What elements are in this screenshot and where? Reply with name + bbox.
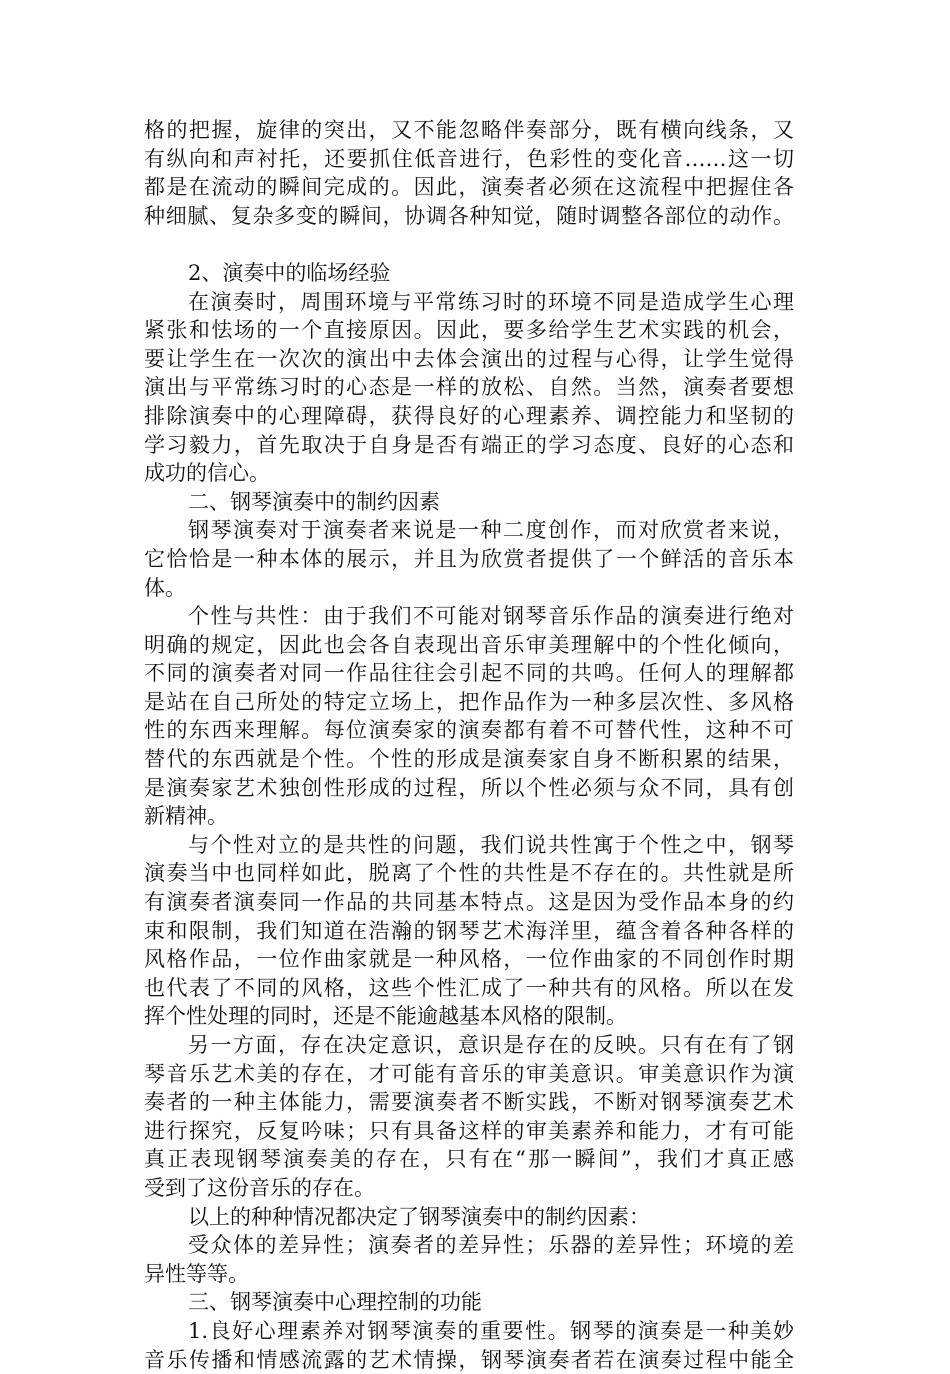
text-line: 它恰恰是一种本体的展示，并且为欣赏者提供了一个鲜活的音乐本 bbox=[144, 546, 794, 571]
text-line: 种细腻、复杂多变的瞬间，协调各种知觉，随时调整各部位的动作。 bbox=[144, 203, 794, 228]
text-line: 演奏当中也同样如此，脱离了个性的共性是不存在的。共性就是所 bbox=[144, 861, 794, 886]
text-line: 不同的演奏者对同一作品往往会引起不同的共鸣。任何人的理解都 bbox=[144, 661, 794, 686]
text-line: 受众体的差异性；演奏者的差异性；乐器的差异性；环境的差 bbox=[188, 1233, 794, 1258]
text-line: 与个性对立的是共性的问题，我们说共性寓于个性之中，钢琴 bbox=[188, 832, 794, 857]
text-line: 个性与共性：由于我们不可能对钢琴音乐作品的演奏进行绝对 bbox=[188, 604, 794, 629]
text-line: 替代的东西就是个性。个性的形成是演奏家自身不断积累的结果， bbox=[144, 747, 794, 772]
text-line: 三、钢琴演奏中心理控制的功能 bbox=[188, 1290, 482, 1315]
text-line: 束和限制，我们知道在浩瀚的钢琴艺术海洋里，蕴含着各种各样的 bbox=[144, 918, 794, 943]
text-line: 也代表了不同的风格，这些个性汇成了一种共有的风格。所以在发 bbox=[144, 975, 794, 1000]
text-line: 排除演奏中的心理障碍，获得良好的心理素养、调控能力和坚韧的 bbox=[144, 403, 794, 428]
text-line: 体。 bbox=[144, 575, 186, 600]
text-line: 受到了这份音乐的存在。 bbox=[144, 1175, 375, 1200]
text-line: 性的东西来理解。每位演奏家的演奏都有着不可替代性，这种不可 bbox=[144, 718, 794, 743]
text-line: 紧张和怯场的一个直接原因。因此，要多给学生艺术实践的机会， bbox=[144, 318, 794, 343]
text-line: 进行探究，反复吟味；只有具备这样的审美素养和能力，才有可能 bbox=[144, 1118, 794, 1143]
text-line: 成功的信心。 bbox=[144, 461, 270, 486]
text-line: 明确的规定，因此也会各自表现出音乐审美理解中的个性化倾向， bbox=[144, 632, 794, 657]
text-line: 格的把握，旋律的突出，又不能忽略伴奏部分，既有横向线条，又 bbox=[144, 118, 794, 142]
text-line: 真正表现钢琴演奏美的存在，只有在“那一瞬间”，我们才真正感 bbox=[144, 1147, 794, 1172]
text-line: 另一方面，存在决定意识，意识是存在的反映。只有在有了钢 bbox=[188, 1033, 794, 1057]
text-line: 挥个性处理的同时，还是不能逾越基本风格的限制。 bbox=[144, 1004, 627, 1029]
text-line: 是站在自己所处的特定立场上，把作品作为一种多层次性、多风格 bbox=[144, 689, 794, 714]
text-line: 演出与平常练习时的心态是一样的放松、自然。当然，演奏者要想 bbox=[144, 375, 794, 400]
text-line: 在演奏时，周围环境与平常练习时的环境不同是造成学生心理 bbox=[188, 289, 794, 314]
text-line: 2、演奏中的临场经验 bbox=[188, 260, 391, 285]
text-line: 琴音乐艺术美的存在，才可能有音乐的审美意识。审美意识作为演 bbox=[144, 1061, 794, 1086]
text-line: 学习毅力，首先取决于自身是否有端正的学习态度、良好的心态和 bbox=[144, 432, 794, 457]
text-line: 音乐传播和情感流露的艺术情操，钢琴演奏者若在演奏过程中能全 bbox=[144, 1347, 794, 1372]
text-line: 都是在流动的瞬间完成的。因此，演奏者必须在这流程中把握住各 bbox=[144, 175, 794, 200]
text-line: 异性等等。 bbox=[144, 1261, 249, 1286]
text-line: 二、钢琴演奏中的制约因素 bbox=[188, 489, 440, 514]
paragraph-gap bbox=[144, 230, 794, 259]
text-line: 风格作品，一位作曲家就是一种风格，一位作曲家的不同创作时期 bbox=[144, 947, 794, 972]
text-line: 新精神。 bbox=[144, 804, 228, 829]
text-line: 有纵向和声衬托，还要抓住低音进行，色彩性的变化音……这一切 bbox=[144, 146, 794, 171]
text-line: 钢琴演奏对于演奏者来说是一种二度创作，而对欣赏者来说， bbox=[188, 518, 794, 543]
text-line: 是演奏家艺术独创性形成的过程，所以个性必须与众不同，具有创 bbox=[144, 775, 794, 800]
text-line: 奏者的一种主体能力，需要演奏者不断实践，不断对钢琴演奏艺术 bbox=[144, 1090, 794, 1115]
text-line: 要让学生在一次次的演出中去体会演出的过程与心得，让学生觉得 bbox=[144, 346, 794, 371]
document-page bbox=[144, 116, 794, 1374]
text-line: 1.良好心理素养对钢琴演奏的重要性。钢琴的演奏是一种美妙 bbox=[188, 1318, 794, 1343]
text-line: 有演奏者演奏同一作品的共同基本特点。这是因为受作品本身的约 bbox=[144, 890, 794, 915]
text-line: 以上的种种情况都决定了钢琴演奏中的制约因素： bbox=[188, 1204, 650, 1229]
